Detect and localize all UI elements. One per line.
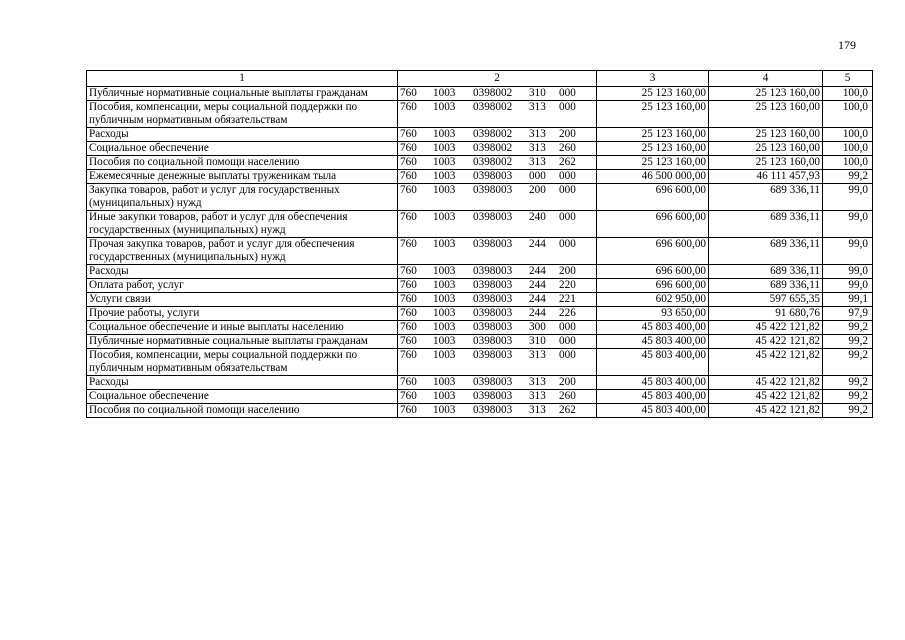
code-part-2: 1003 bbox=[433, 390, 456, 402]
code-part-2: 1003 bbox=[433, 321, 456, 333]
value-executed: 689 336,11 bbox=[709, 211, 823, 238]
code-part-2: 1003 bbox=[433, 101, 456, 113]
row-code bbox=[398, 335, 597, 349]
table-row bbox=[87, 142, 873, 156]
code-part-3: 0398003 bbox=[473, 265, 513, 277]
budget-table bbox=[86, 70, 873, 418]
code-part-1: 760 bbox=[400, 376, 417, 388]
row-name: Закупка товаров, работ и услуг для государственных (муниципальных) нужд bbox=[87, 184, 398, 211]
code-part-1: 760 bbox=[400, 238, 417, 250]
row-code bbox=[398, 184, 597, 211]
value-percent: 99,1 bbox=[823, 293, 873, 307]
value-planned: 696 600,00 bbox=[597, 238, 709, 265]
table-row bbox=[87, 156, 873, 170]
row-code bbox=[398, 279, 597, 293]
code-part-1: 760 bbox=[400, 265, 417, 277]
code-part-2: 1003 bbox=[433, 170, 456, 182]
value-executed: 25 123 160,00 bbox=[709, 101, 823, 128]
column-header-3: 3 bbox=[597, 71, 709, 87]
value-executed: 689 336,11 bbox=[709, 184, 823, 211]
table-row bbox=[87, 238, 873, 265]
code-part-5: 260 bbox=[559, 390, 576, 402]
code-part-1: 760 bbox=[400, 142, 417, 154]
value-planned: 93 650,00 bbox=[597, 307, 709, 321]
code-part-1: 760 bbox=[400, 184, 417, 196]
code-part-2: 1003 bbox=[433, 279, 456, 291]
value-planned: 45 803 400,00 bbox=[597, 321, 709, 335]
code-part-5: 262 bbox=[559, 156, 576, 168]
row-code bbox=[398, 87, 597, 101]
column-header-5: 5 bbox=[823, 71, 873, 87]
column-header-2: 2 bbox=[398, 71, 597, 87]
code-part-3: 0398003 bbox=[473, 211, 513, 223]
table-header bbox=[87, 71, 873, 87]
code-part-1: 760 bbox=[400, 128, 417, 140]
row-name: Расходы bbox=[87, 376, 398, 390]
code-part-4: 313 bbox=[529, 128, 546, 140]
code-part-2: 1003 bbox=[433, 404, 456, 416]
code-part-5: 000 bbox=[559, 170, 576, 182]
code-part-4: 300 bbox=[529, 321, 546, 333]
value-executed: 45 422 121,82 bbox=[709, 321, 823, 335]
row-name: Прочие работы, услуги bbox=[87, 307, 398, 321]
row-name: Прочая закупка товаров, работ и услуг для обеспечения государственных (муниципальных) нужд bbox=[87, 238, 398, 265]
code-part-4: 310 bbox=[529, 335, 546, 347]
row-code bbox=[398, 211, 597, 238]
code-part-2: 1003 bbox=[433, 335, 456, 347]
code-part-5: 260 bbox=[559, 142, 576, 154]
table-row bbox=[87, 184, 873, 211]
value-percent: 99,0 bbox=[823, 238, 873, 265]
value-planned: 696 600,00 bbox=[597, 211, 709, 238]
code-part-1: 760 bbox=[400, 293, 417, 305]
value-executed: 25 123 160,00 bbox=[709, 142, 823, 156]
code-part-3: 0398003 bbox=[473, 335, 513, 347]
value-planned: 696 600,00 bbox=[597, 265, 709, 279]
code-part-1: 760 bbox=[400, 390, 417, 402]
row-name: Пособия, компенсации, меры социальной поддержки по публичным нормативным обязательствам bbox=[87, 349, 398, 376]
code-part-4: 200 bbox=[529, 184, 546, 196]
code-part-4: 313 bbox=[529, 390, 546, 402]
code-part-1: 760 bbox=[400, 101, 417, 113]
row-name: Публичные нормативные социальные выплаты гражданам bbox=[87, 87, 398, 101]
value-executed: 46 111 457,93 bbox=[709, 170, 823, 184]
code-part-1: 760 bbox=[400, 211, 417, 223]
code-part-1: 760 bbox=[400, 335, 417, 347]
value-planned: 25 123 160,00 bbox=[597, 87, 709, 101]
row-name: Социальное обеспечение bbox=[87, 390, 398, 404]
value-percent: 99,2 bbox=[823, 170, 873, 184]
table-row bbox=[87, 335, 873, 349]
table-row bbox=[87, 293, 873, 307]
code-part-3: 0398003 bbox=[473, 238, 513, 250]
code-part-4: 244 bbox=[529, 279, 546, 291]
value-planned: 45 803 400,00 bbox=[597, 349, 709, 376]
table-row bbox=[87, 87, 873, 101]
code-part-5: 000 bbox=[559, 238, 576, 250]
row-name: Пособия по социальной помощи населению bbox=[87, 156, 398, 170]
code-part-5: 220 bbox=[559, 279, 576, 291]
table-row bbox=[87, 376, 873, 390]
code-part-3: 0398002 bbox=[473, 101, 513, 113]
row-code bbox=[398, 238, 597, 265]
value-planned: 696 600,00 bbox=[597, 184, 709, 211]
code-part-1: 760 bbox=[400, 279, 417, 291]
table-row bbox=[87, 101, 873, 128]
row-code bbox=[398, 265, 597, 279]
code-part-4: 310 bbox=[529, 87, 546, 99]
value-percent: 100,0 bbox=[823, 142, 873, 156]
value-percent: 99,2 bbox=[823, 335, 873, 349]
code-part-5: 000 bbox=[559, 211, 576, 223]
value-executed: 45 422 121,82 bbox=[709, 335, 823, 349]
row-code bbox=[398, 376, 597, 390]
row-name: Социальное обеспечение и иные выплаты населению bbox=[87, 321, 398, 335]
row-code bbox=[398, 404, 597, 418]
code-part-2: 1003 bbox=[433, 293, 456, 305]
row-name: Услуги связи bbox=[87, 293, 398, 307]
value-executed: 91 680,76 bbox=[709, 307, 823, 321]
code-part-3: 0398002 bbox=[473, 128, 513, 140]
code-part-4: 000 bbox=[529, 170, 546, 182]
value-percent: 100,0 bbox=[823, 101, 873, 128]
code-part-3: 0398003 bbox=[473, 349, 513, 361]
value-executed: 45 422 121,82 bbox=[709, 404, 823, 418]
row-code bbox=[398, 293, 597, 307]
row-code bbox=[398, 390, 597, 404]
table-row bbox=[87, 265, 873, 279]
row-code bbox=[398, 142, 597, 156]
value-executed: 689 336,11 bbox=[709, 279, 823, 293]
code-part-3: 0398003 bbox=[473, 279, 513, 291]
code-part-4: 313 bbox=[529, 142, 546, 154]
value-percent: 99,0 bbox=[823, 265, 873, 279]
value-planned: 25 123 160,00 bbox=[597, 101, 709, 128]
row-name: Иные закупки товаров, работ и услуг для обеспечения государственных (муниципальных) нужд bbox=[87, 211, 398, 238]
code-part-3: 0398003 bbox=[473, 390, 513, 402]
row-name: Ежемесячные денежные выплаты труженикам тыла bbox=[87, 170, 398, 184]
value-percent: 99,2 bbox=[823, 349, 873, 376]
value-percent: 99,0 bbox=[823, 211, 873, 238]
table-row bbox=[87, 349, 873, 376]
code-part-3: 0398002 bbox=[473, 87, 513, 99]
value-executed: 597 655,35 bbox=[709, 293, 823, 307]
value-percent: 99,0 bbox=[823, 184, 873, 211]
code-part-1: 760 bbox=[400, 307, 417, 319]
code-part-2: 1003 bbox=[433, 156, 456, 168]
value-executed: 25 123 160,00 bbox=[709, 156, 823, 170]
table-row bbox=[87, 321, 873, 335]
code-part-3: 0398003 bbox=[473, 321, 513, 333]
code-part-1: 760 bbox=[400, 156, 417, 168]
code-part-3: 0398003 bbox=[473, 184, 513, 196]
code-part-4: 244 bbox=[529, 238, 546, 250]
row-name: Оплата работ, услуг bbox=[87, 279, 398, 293]
value-planned: 25 123 160,00 bbox=[597, 142, 709, 156]
value-executed: 45 422 121,82 bbox=[709, 376, 823, 390]
code-part-5: 000 bbox=[559, 321, 576, 333]
code-part-3: 0398003 bbox=[473, 376, 513, 388]
code-part-5: 000 bbox=[559, 87, 576, 99]
table-row bbox=[87, 170, 873, 184]
value-percent: 99,0 bbox=[823, 279, 873, 293]
code-part-3: 0398002 bbox=[473, 156, 513, 168]
value-executed: 689 336,11 bbox=[709, 265, 823, 279]
table-row bbox=[87, 404, 873, 418]
row-name: Расходы bbox=[87, 128, 398, 142]
code-part-4: 240 bbox=[529, 211, 546, 223]
code-part-2: 1003 bbox=[433, 211, 456, 223]
value-planned: 45 803 400,00 bbox=[597, 390, 709, 404]
value-planned: 45 803 400,00 bbox=[597, 404, 709, 418]
code-part-4: 313 bbox=[529, 101, 546, 113]
value-planned: 25 123 160,00 bbox=[597, 128, 709, 142]
code-part-4: 313 bbox=[529, 349, 546, 361]
code-part-1: 760 bbox=[400, 349, 417, 361]
row-code bbox=[398, 307, 597, 321]
value-planned: 45 803 400,00 bbox=[597, 376, 709, 390]
value-percent: 99,2 bbox=[823, 321, 873, 335]
code-part-2: 1003 bbox=[433, 349, 456, 361]
value-planned: 45 803 400,00 bbox=[597, 335, 709, 349]
code-part-3: 0398003 bbox=[473, 404, 513, 416]
code-part-2: 1003 bbox=[433, 128, 456, 140]
table-row bbox=[87, 390, 873, 404]
code-part-5: 200 bbox=[559, 128, 576, 140]
row-code bbox=[398, 170, 597, 184]
row-code bbox=[398, 349, 597, 376]
row-code bbox=[398, 321, 597, 335]
row-name: Социальное обеспечение bbox=[87, 142, 398, 156]
code-part-5: 226 bbox=[559, 307, 576, 319]
code-part-2: 1003 bbox=[433, 142, 456, 154]
table-body bbox=[87, 87, 873, 418]
value-executed: 25 123 160,00 bbox=[709, 87, 823, 101]
value-planned: 25 123 160,00 bbox=[597, 156, 709, 170]
code-part-4: 313 bbox=[529, 156, 546, 168]
column-header-4: 4 bbox=[709, 71, 823, 87]
value-percent: 99,2 bbox=[823, 376, 873, 390]
code-part-1: 760 bbox=[400, 404, 417, 416]
value-percent: 99,2 bbox=[823, 404, 873, 418]
row-name: Пособия по социальной помощи населению bbox=[87, 404, 398, 418]
code-part-3: 0398002 bbox=[473, 142, 513, 154]
code-part-2: 1003 bbox=[433, 184, 456, 196]
row-name: Пособия, компенсации, меры социальной поддержки по публичным нормативным обязательствам bbox=[87, 101, 398, 128]
value-executed: 45 422 121,82 bbox=[709, 349, 823, 376]
page-number: 179 bbox=[838, 38, 856, 52]
value-planned: 46 500 000,00 bbox=[597, 170, 709, 184]
value-percent: 100,0 bbox=[823, 128, 873, 142]
code-part-3: 0398003 bbox=[473, 307, 513, 319]
table-row bbox=[87, 279, 873, 293]
row-code bbox=[398, 156, 597, 170]
value-planned: 602 950,00 bbox=[597, 293, 709, 307]
value-executed: 25 123 160,00 bbox=[709, 128, 823, 142]
value-executed: 45 422 121,82 bbox=[709, 390, 823, 404]
row-name: Публичные нормативные социальные выплаты гражданам bbox=[87, 335, 398, 349]
code-part-1: 760 bbox=[400, 87, 417, 99]
code-part-4: 244 bbox=[529, 293, 546, 305]
value-percent: 100,0 bbox=[823, 87, 873, 101]
table-row bbox=[87, 128, 873, 142]
code-part-1: 760 bbox=[400, 170, 417, 182]
code-part-3: 0398003 bbox=[473, 170, 513, 182]
code-part-2: 1003 bbox=[433, 307, 456, 319]
value-percent: 100,0 bbox=[823, 156, 873, 170]
value-percent: 99,2 bbox=[823, 390, 873, 404]
code-part-5: 000 bbox=[559, 349, 576, 361]
code-part-3: 0398003 bbox=[473, 293, 513, 305]
code-part-4: 313 bbox=[529, 376, 546, 388]
code-part-4: 244 bbox=[529, 307, 546, 319]
row-name: Расходы bbox=[87, 265, 398, 279]
code-part-5: 000 bbox=[559, 101, 576, 113]
value-percent: 97,9 bbox=[823, 307, 873, 321]
table-row bbox=[87, 307, 873, 321]
code-part-2: 1003 bbox=[433, 376, 456, 388]
code-part-5: 200 bbox=[559, 376, 576, 388]
code-part-5: 000 bbox=[559, 335, 576, 347]
row-code bbox=[398, 101, 597, 128]
code-part-1: 760 bbox=[400, 321, 417, 333]
code-part-5: 221 bbox=[559, 293, 576, 305]
code-part-5: 262 bbox=[559, 404, 576, 416]
row-code bbox=[398, 128, 597, 142]
table-row bbox=[87, 211, 873, 238]
code-part-5: 200 bbox=[559, 265, 576, 277]
code-part-2: 1003 bbox=[433, 238, 456, 250]
code-part-5: 000 bbox=[559, 184, 576, 196]
column-header-1: 1 bbox=[87, 71, 398, 87]
code-part-4: 313 bbox=[529, 404, 546, 416]
code-part-2: 1003 bbox=[433, 265, 456, 277]
code-part-2: 1003 bbox=[433, 87, 456, 99]
code-part-4: 244 bbox=[529, 265, 546, 277]
value-planned: 696 600,00 bbox=[597, 279, 709, 293]
value-executed: 689 336,11 bbox=[709, 238, 823, 265]
